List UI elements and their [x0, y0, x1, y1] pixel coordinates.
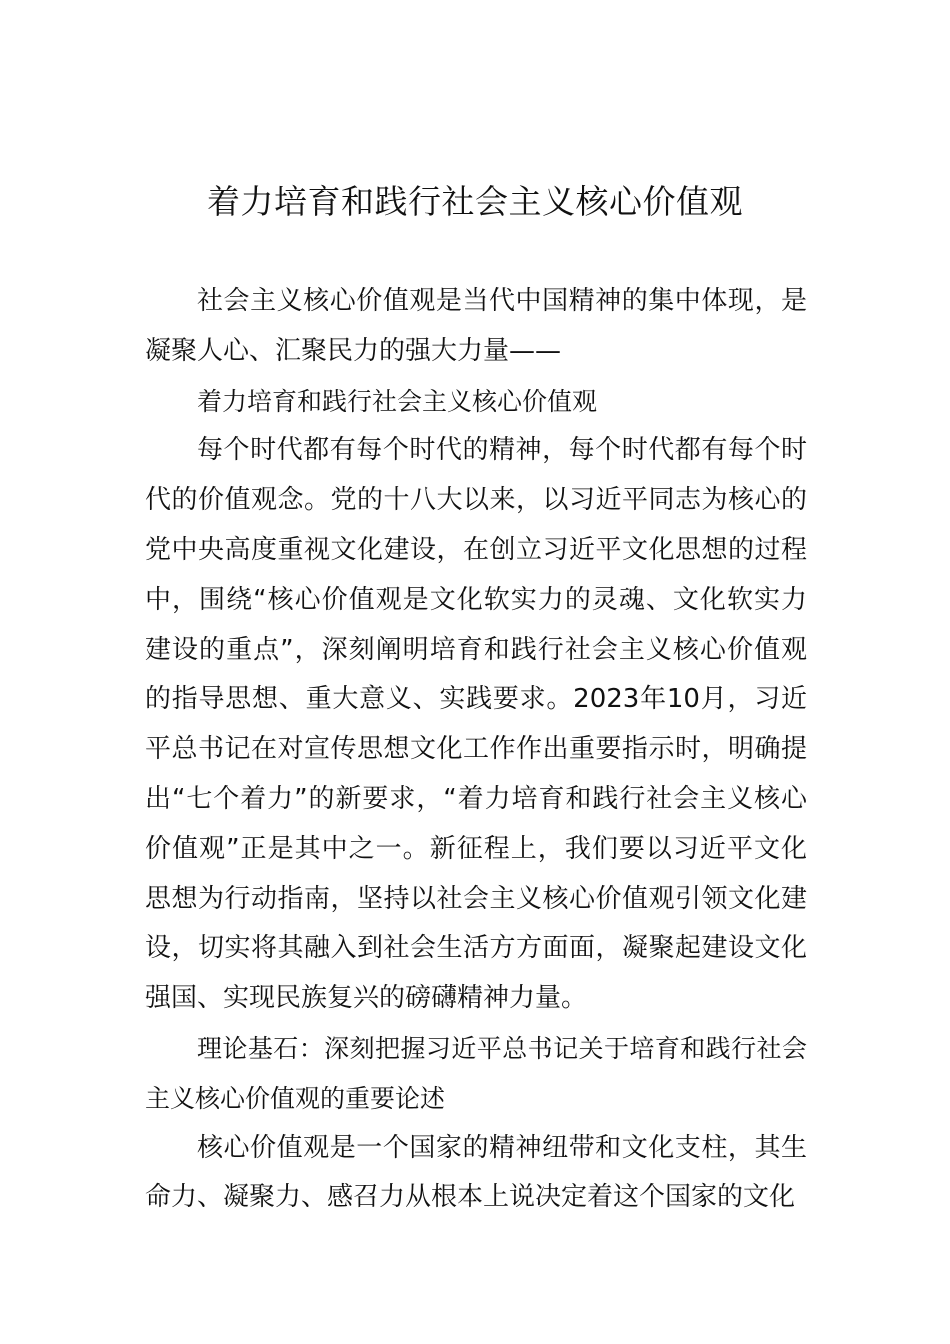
document-title: 着力培育和践行社会主义核心价值观 [207, 182, 743, 221]
section-heading-1: 理论基石：深刻把握习近平总书记关于培育和践行社会主义核心价值观的重要论述 [145, 1033, 807, 1113]
intro-paragraph: 社会主义核心价值观是当代中国精神的集中体现，是凝聚人心、汇聚民力的强大力量—— [145, 286, 807, 366]
subtitle-paragraph: 着力培育和践行社会主义核心价值观 [197, 386, 598, 416]
body-paragraph-1: 每个时代都有每个时代的精神，每个时代都有每个时代的价值观念。党的十八大以来，以习近平同志为核心的党中央高度重视文化建设，在创立习近平文化思想的过程中，围绕“核心价值观是文化软实力的灵魂、文化软实力建设的重点”，深刻阐明培育和践行社会主义核心价值观的指导思想、重大意义、实践要求。2023年10月，习近平总书记在对宣传思想文化工作作出重要指示时，明确提出“七个着力”的新要求，“着力培育和践行社会主义核心价值观”正是其中之一。新征程上，我们要以习近平文化思想为行动指南，坚持以社会主义核心价值观引领文化建设，切实将其融入到社会生活方方面面，凝聚起建设文化强国、实现民族复兴的磅礴精神力量。 [145, 435, 807, 1014]
body-paragraph-2: 核心价值观是一个国家的精神纽带和文化支柱，其生命力、凝聚力、感召力从根本上说决定着这个国家的文化 [145, 1132, 807, 1213]
document-body [145, 277, 807, 1223]
